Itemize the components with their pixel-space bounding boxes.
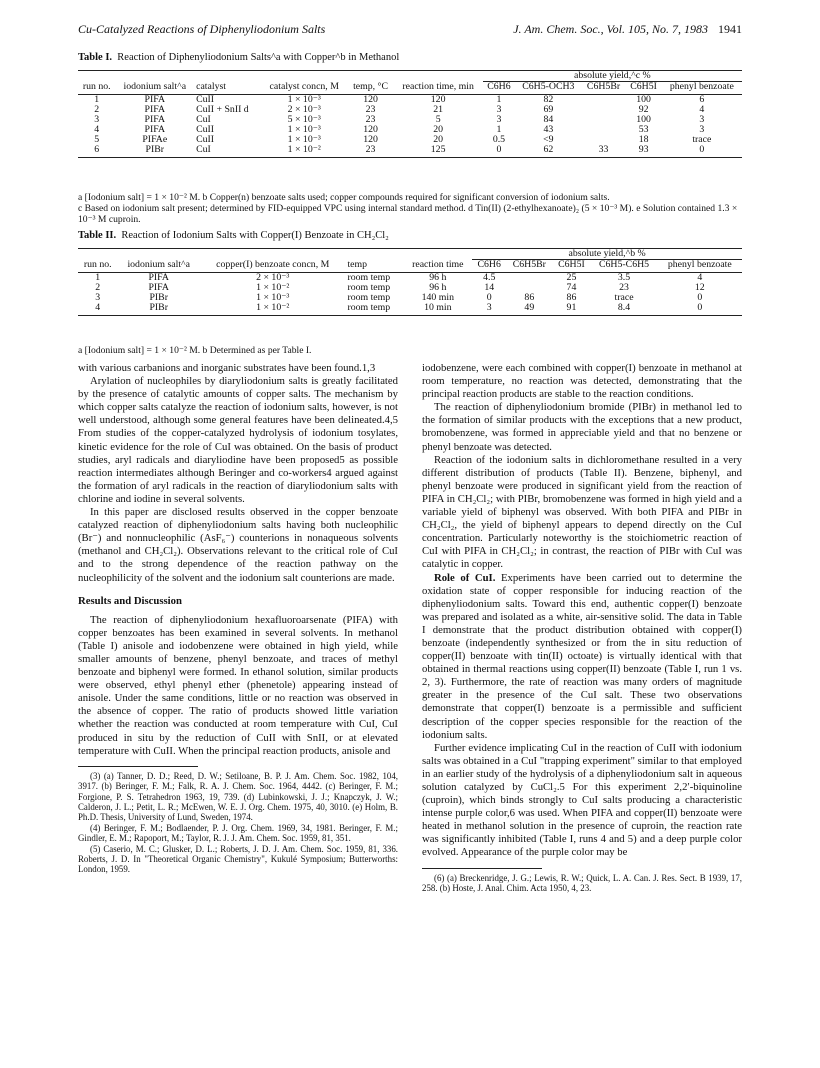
table-cell: 1 — [94, 94, 100, 105]
paragraph: The reaction of diphenyliodonium bromide (PIBr) in methanol led to the formation of similar products with the exceptions that a new product, bromobenzene, was formed in appreciable yield and that no benzene or phenyl benzoate was detected. — [422, 401, 742, 453]
table-cell: PIFA — [144, 124, 166, 135]
table-cell: 23 — [619, 282, 629, 293]
table-cell: 2 — [94, 104, 100, 115]
column-header: temp, °C — [348, 82, 394, 95]
table-cell: 1 × 10⁻³ — [256, 292, 290, 303]
running-header — [78, 22, 742, 38]
table1-footnotes — [78, 192, 742, 225]
table-cell: CuII — [196, 124, 215, 135]
table-cell: 20 — [433, 134, 444, 145]
table-cell: 5 — [435, 114, 441, 125]
running-title: Cu-Catalyzed Reactions of Diphenyliodonium Salts — [78, 22, 326, 36]
column-header: reaction time, min — [394, 82, 483, 95]
table-cell: 62 — [515, 145, 581, 158]
paragraph: Role of CuI. Experiments have been carried out to determine the oxidation state of copper responsible for inducing reaction of the diphenyliodonium salts. Toward this end, authentic copper(I) benzoate was prepared and isolated as a white, air-sensitive solid. The data in Table I demonstrate that the product distribution obtained with copper(I) benzoate (independently synthesized or from the in situ reduction of copper(II) benzoate with tin(II) octoate) is virtually identical with that obtained in thermal reactions using copper(II) benzoate (Table I, run 1 vs. 2, 3). Furthermore, the rate of reaction was many orders of magnitude greater in the presence of the CuI salt. These two observations demonstrate that copper(I) benzoate is a permissible and sufficient description of the copper species responsible for the reaction of the iodonium salts. — [422, 571, 743, 741]
column-header: iodonium salt^a — [116, 82, 195, 95]
table-cell: 4 — [699, 104, 705, 115]
paragraph: Arylation of nucleophiles by diaryliodonium salts is greatly facilitated by the presence of catalytic amounts of copper salts. The mechanism by which copper salts catalyze the reaction of iodonium salts, however, is not well understood, although some general features have been delineated.4,5 From studies of the copper-catalyzed hydrolysis of iodonium tosylates, kinetic evidence for the role of CuI was obtained. On the basis of product studies, aryl radicals and diaryliodine have been proposed5 as possible reaction intermediates although Beringer and co-workers4 argued against the formation of aryl radicals in the reaction of diaryliodonium salts with chlorine and iodine in several solvents. — [78, 375, 398, 505]
table-row — [78, 283, 742, 293]
paragraph: Reaction of the iodonium salts in dichloromethane resulted in a very different distribution of products (Table II). Benzene, biphenyl, and phenyl benzoate were produced in significant yield from the reaction of PIFA in CH₂Cl₂; with PIBr, bromobenzene was formed in high yield and a variable yield of biphenyl was observed. With both PIFA and PIBr in CH₂Cl₂, the yield of biphenyl appears to depend directly on the CuI concentration. Particularly noteworthy is the stoichiometric reaction of CuI with PIFA in CH₂Cl₂; in contrast, the reaction of PIBr with CuI was catalytic in copper. — [422, 453, 742, 571]
table-cell — [506, 273, 552, 284]
paragraph: The reaction of diphenyliodonium hexafluoroarsenate (PIFA) with copper benzoates has been examined in several solvents. In methanol (Table I) anisole and iodobenzene were obtained in high yield, while smaller amounts of benzene, phenyl benzoate, and traces of methyl benzoate and biphenyl were formed. In ethanol solution, similar products were observed, ethyl phenyl ether (phenetole) appearing instead of anisole. Under the same conditions, little or no reaction was observed in the absence of copper. The ratio of products showed little variation whether the reaction was conducted at room temperature with CuI, CuI produced in situ by the reduction of CuII with SnII, or at elevated temperature with CuII. When the principal reaction products, anisole and — [78, 613, 398, 757]
column-header: C6H6 — [472, 260, 506, 273]
table-cell: 3 — [95, 292, 101, 303]
table-cell: 33 — [582, 145, 626, 158]
table-cell: 120 — [363, 134, 378, 145]
column-header: run no. — [78, 260, 117, 273]
table-cell: 12 — [694, 282, 705, 293]
table2-group-header: absolute yield,^b % — [472, 249, 742, 260]
table-cell: 2 — [95, 282, 101, 293]
reference: (6) (a) Breckenridge, J. G.; Lewis, R. W.; Quick, L. A. Can. J. Res. Sect. B 1939, 17, 258. (b) Hoste, J. Anal. Chim. Acta 1950, 4, 23. — [422, 872, 742, 893]
section-heading: Results and Discussion — [78, 594, 182, 607]
page-number: 1941 — [718, 22, 742, 36]
table-cell: CuII — [196, 134, 215, 145]
table-cell: 82 — [543, 94, 554, 105]
table2 — [78, 248, 742, 316]
table-cell: <9 — [543, 134, 554, 145]
table1-group-header: absolute yield,^c % — [483, 71, 742, 82]
table-cell: 1 × 10⁻² — [261, 145, 348, 158]
table-cell: room temp — [347, 292, 391, 303]
reference: (3) (a) Tanner, D. D.; Reed, D. W.; Setiloane, B. P. J. Am. Chem. Soc. 1982, 104, 3917. (b) Beringer, F. M.; Falk, R. A. J. Chem. Soc. 1964, 4442. (c) Beringer, F. M.; Forgione, P. S. Tetrahedron 1963, 19, 739. (d) Lubinkowski, J. J.; Knapczyk, J. W.; Calderon, J. L.; Petit, L. R.; McEwen, W. E. J. Org. Chem. 1975, 40, 3010. (e) Holm, B. Ph.D. Thesis, University of Lund, Sweden, 1974. — [78, 770, 398, 823]
table-cell: trace — [614, 292, 634, 303]
table-cell: PIBr — [116, 145, 195, 158]
table2-footnotes — [78, 345, 742, 356]
table-footnote: a [Iodonium salt] = 1 × 10⁻² M. b Determined as per Table I. — [78, 345, 312, 356]
paragraph: In this paper are disclosed results observed in the copper benzoate catalyzed reaction of diphenyliodonium salts having both nucleophilic (Br⁻) and nonnucleophilic (AsF₆⁻) counterions in nonaqueous solvents (methanol and CH₂Cl₂). Observations relevant to the critical role of CuI and to the strong dependence of the reaction pathway on the nucleophilicity of the solvent and the iodonium salt counterions are made. — [78, 506, 398, 584]
table-cell: 18 — [638, 134, 649, 145]
left-column — [78, 362, 398, 875]
table-cell: room temp — [347, 272, 391, 283]
table-cell: 3 — [699, 114, 705, 125]
table-cell: 1 — [496, 94, 502, 105]
table-footnote: c Based on iodonium salt present; determined by FID-equipped VPC using internal standard method. d Tin(II) (2-ethylhexanoate)₂ (5 × 10⁻³ M). e Solution contained 1.3 × 10⁻³ M cuproin. — [78, 203, 738, 225]
table-cell: room temp — [345, 303, 403, 316]
table-cell: 49 — [506, 303, 552, 316]
table-cell — [582, 125, 626, 135]
paragraph: iodobenzene, were each combined with copper(I) benzoate in methanol at room temperature, no reaction was detected, demonstrating that the principal reaction products are stable to the reaction conditions. — [422, 362, 742, 401]
table-row — [78, 273, 742, 284]
table1-caption — [78, 52, 399, 63]
table-cell: 84 — [543, 114, 554, 125]
table-cell: 3 — [472, 303, 506, 316]
table2-caption — [78, 230, 389, 241]
table-cell: 1 × 10⁻³ — [287, 94, 321, 105]
table-row — [78, 293, 742, 303]
table-cell: 0 — [662, 145, 742, 158]
table-cell: 96 h — [429, 282, 447, 293]
table-cell: 25 — [566, 272, 577, 283]
table-row — [78, 145, 742, 158]
table-cell: 0.5 — [492, 134, 506, 145]
table-cell: 96 h — [429, 272, 447, 283]
table-cell: 0 — [658, 303, 742, 316]
paragraph: Further evidence implicating CuI in the reaction of CuII with iodonium salts was obtained in a CuI "trapping experiment" similar to that employed in an earlier study of the hydrolysis of a diphenyliodonium salt in aqueous solution catalyzed by CuCl₂.5 For this experiment 2,2′-biquinoline (cuproin), which binds strongly to CuI salts producing a characteristic intense purple color,6 was used. When PIFA and copper(II) benzoate were heated in methanol solution in the presence of cuproin, the reaction rate was significantly inhibited (Table I, runs 4 and 5) and a deep purple color evolved. Appearance of the purple color may be — [422, 741, 742, 859]
table-cell: PIFA — [144, 114, 166, 125]
table2-title: Reaction of Iodonium Salts with Copper(I) Benzoate in CH₂Cl₂ — [121, 230, 389, 241]
table-cell — [582, 105, 626, 115]
table-cell: 5 — [94, 134, 100, 145]
column-header: C6H6 — [483, 82, 515, 95]
table-cell: PIFA — [144, 104, 166, 115]
table-cell: 20 — [433, 124, 444, 135]
table-cell: 21 — [433, 104, 444, 115]
table-cell: 125 — [394, 145, 483, 158]
table-cell — [582, 95, 626, 106]
table-cell: 86 — [566, 292, 577, 303]
table-cell: 23 — [348, 145, 394, 158]
table-cell: 23 — [365, 114, 376, 125]
table-cell: CuI — [194, 145, 261, 158]
table-cell: 69 — [543, 104, 554, 115]
table-cell: PIFA — [148, 272, 169, 283]
table-cell: 10 min — [403, 303, 472, 316]
table1-title: Reaction of Diphenyliodonium Salts^a with Copper^b in Methanol — [117, 52, 400, 63]
column-header: C6H5Br — [506, 260, 552, 273]
table-cell: 3 — [496, 114, 502, 125]
table-cell: 140 min — [421, 292, 454, 303]
table-cell: 43 — [543, 124, 554, 135]
table1 — [78, 70, 742, 158]
column-header: catalyst — [194, 82, 261, 95]
column-header: reaction time — [403, 260, 472, 273]
table-cell: 120 — [430, 94, 446, 105]
table-cell: 100 — [636, 114, 651, 125]
table-cell: PIFAe — [142, 134, 168, 145]
references-left — [78, 771, 398, 875]
table-cell: 2 × 10⁻³ — [256, 272, 290, 283]
reference: (5) Caserio, M. C.; Glusker, D. L.; Roberts, J. D. J. Am. Chem. Soc. 1959, 81, 336. Roberts, J. D. In "Theoretical Organic Chemistry", Kukulé Symposium; Butterworths: London, 1959. — [78, 843, 398, 875]
table-cell: 86 — [524, 292, 535, 303]
table-cell: PIFA — [148, 282, 169, 293]
table-cell: PIFA — [144, 94, 166, 105]
table-cell: 3 — [699, 124, 705, 135]
column-header: phenyl benzoate — [662, 82, 742, 95]
footnote-divider — [78, 766, 198, 767]
table2-label: Table II. — [78, 230, 117, 241]
table-cell: 1 × 10⁻³ — [287, 124, 321, 135]
journal-citation: J. Am. Chem. Soc., Vol. 105, No. 7, 1983 1941 — [513, 22, 742, 36]
references-right — [422, 873, 742, 894]
table-cell: 1 × 10⁻³ — [287, 134, 321, 145]
table-cell: CuII — [196, 94, 215, 105]
column-header: C6H5I — [552, 260, 590, 273]
table-cell: trace — [692, 134, 712, 145]
table-cell: 3.5 — [617, 272, 631, 283]
column-header: iodonium salt^a — [117, 260, 200, 273]
table-cell: 3 — [496, 104, 502, 115]
table-cell: 2 × 10⁻³ — [287, 104, 321, 115]
table-cell — [582, 115, 626, 125]
right-column — [422, 362, 742, 893]
table-cell: room temp — [347, 282, 391, 293]
table-row — [78, 303, 742, 316]
table-cell: 120 — [363, 124, 378, 135]
table-cell: 14 — [484, 282, 495, 293]
column-header: C6H5-OCH3 — [515, 82, 581, 95]
table-cell: 4 — [94, 124, 100, 135]
table-cell: 1 — [496, 124, 502, 135]
table-cell: 100 — [636, 94, 651, 105]
run-in-heading: Role of CuI. — [434, 571, 496, 584]
table-cell: 4 — [78, 303, 117, 316]
column-header: temp — [345, 260, 403, 273]
column-header: C6H5Br — [582, 82, 626, 95]
table-cell: 91 — [552, 303, 590, 316]
table-cell: 5 × 10⁻³ — [287, 114, 321, 125]
column-header: copper(I) benzoate concn, M — [200, 260, 345, 273]
table-cell: 53 — [638, 124, 649, 135]
column-header: C6H5I — [625, 82, 661, 95]
table-cell: PIBr — [149, 292, 168, 303]
table-cell: 120 — [363, 94, 378, 105]
reference: (4) Beringer, F. M.; Bodlaender, P. J. Org. Chem. 1969, 34, 1981. Beringer, F. M.; Gindler, E. M.; Rapoport, M.; Taylor, R. J. J. Am. Chem. Soc. 1959, 81, 351. — [78, 822, 398, 844]
paragraph: with various carbanions and inorganic substrates have been found.1,3 — [78, 362, 376, 374]
table-cell: 74 — [566, 282, 577, 293]
column-header: catalyst concn, M — [261, 82, 348, 95]
table-cell: 0 — [486, 292, 492, 303]
table-cell: 6 — [78, 145, 116, 158]
table-cell: 93 — [625, 145, 661, 158]
table-cell: CuI — [196, 114, 211, 125]
table-cell: CuII + SnII d — [196, 104, 249, 115]
table-cell: 8.4 — [590, 303, 657, 316]
column-header: phenyl benzoate — [658, 260, 742, 273]
table-cell: 1 × 10⁻² — [256, 282, 290, 293]
column-header: run no. — [78, 82, 116, 95]
table-cell: 1 × 10⁻² — [200, 303, 345, 316]
table-cell: 4 — [697, 272, 703, 283]
table-cell: 6 — [699, 94, 705, 105]
table-cell: 0 — [697, 292, 703, 303]
table-footnote: a [Iodonium salt] = 1 × 10⁻² M. b Copper(n) benzoate salts used; copper compounds required for significant conversion of iodonium salts. — [78, 192, 610, 203]
table-cell: PIBr — [117, 303, 200, 316]
table-cell: 1 — [95, 272, 101, 283]
table-cell: 3 — [94, 114, 100, 125]
table-cell: 23 — [365, 104, 376, 115]
footnote-divider — [422, 868, 542, 869]
table-cell: 4.5 — [483, 272, 496, 283]
table-cell: 92 — [638, 104, 649, 115]
column-header: C6H5-C6H5 — [590, 260, 657, 273]
table1-label: Table I. — [78, 52, 113, 63]
table-cell: 0 — [483, 145, 515, 158]
